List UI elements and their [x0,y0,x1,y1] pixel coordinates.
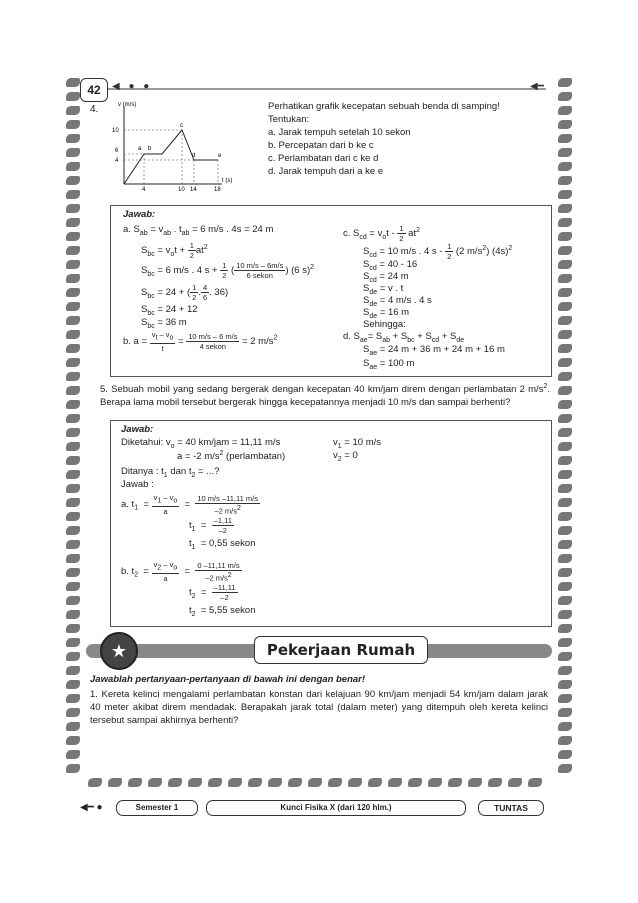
question-4-task [268,100,500,178]
footer [80,800,550,816]
question-number: 4. [90,104,99,115]
arrow-left-icon: ◀━ ● [80,802,103,813]
point-label: b [148,146,152,152]
x-tick: 4 [142,187,146,193]
decorative-border-right [558,78,572,776]
task-item: a. Jarak tempuh setelah 10 sekon [268,127,411,138]
x-tick: 18 [214,187,221,193]
answer-line: $S_{de} = 16$ m [363,307,410,320]
question-5: 5. Sebuah mobil yang sedang bergerak dengan kecepatan 40 km/jam direm dengan perlambatan 2 $m/s^2$. Berapa lama mobil tersebut bergerak hingga kecepatannya menjadi 10 m/s dan sampai berhenti? [100,383,550,409]
answer-line: $v_1 = 10$ m/s [333,437,381,450]
answer-line: $S_{cd} = 24$ m [363,271,409,284]
footer-brand: TUNTAS [478,800,544,816]
answer-line: $S_{bc} = 6$ m/s . 4 s + $\frac{1}{2}$ ( $\frac{10 m/s - 6m/s}{\text{6 sekon}}$ ) (6 s)$^2$ [141,261,315,280]
footer-semester: Semester 1 [116,800,198,816]
answer-line: Diketahui: $v_o = 40$ km/jam = 11,11 m/s [121,437,281,450]
answer-line: $t_1$ = $\frac{-1,11}{-2}$ [189,516,232,535]
answer-line: Ditanya : $t_1$ dan $t_2$ = ...? [121,466,220,479]
answer-line: c. $S_{cd} = v_ot$ - $\frac{1}{2}$ $at^2$ [343,224,420,243]
answer-line: $t_1 = 0,55$ sekon [189,538,256,551]
y-tick: 4 [115,158,119,164]
x-axis-label: t (s) [222,178,233,184]
answer-line: $S_{bc} = 36$ m [141,317,187,330]
homework-question-1: 1. Kereta kelinci mengalami perlambatan konstan dari kelajuan 90 km/jam menjadi 54 km/jam dalam jarak 40 meter akibat direm mendadak. Berapakah jarak total (dalam meter) yang ditempuh oleh kereta kelinci tersebut sampai akhirnya berhenti? [90,689,548,726]
y-tick: 6 [115,148,119,154]
answer-line: $S_{ae} = 24$ m + 36 m + 24 m + 16 m [363,344,505,357]
answer-line: a. $t_1$ = $\frac{v_1 - v_o}{a}$ = $\frac{10 m/s -11,11 m/s}{-2 m/s^2}$ [121,493,258,516]
task-intro: Perhatikan grafik kecepatan sebuah benda di samping! [268,101,500,112]
velocity-time-graph [110,100,233,193]
section-banner [86,632,552,670]
y-axis-label: v (m/s) [118,102,137,108]
decorative-border-left [66,78,80,776]
page-number: 42 [80,78,108,102]
answer-line: $S_{ae} = 100$ m [363,358,415,371]
section-title: Pekerjaan Rumah [254,636,428,664]
graph-line [124,130,218,184]
answer-box-4 [110,205,552,377]
footer-book-title: Kunci Fisika X (dari 120 hlm.) [206,800,466,816]
answer-line: $S_{cd} = 40 - 16$ [363,259,418,272]
answer-line: d. $S_{ae}= S_{ab} + S_{bc} + S_{cd} + S_{de}$ [343,331,465,344]
answer-heading: Jawab: [121,424,154,435]
homework-intro: Jawablah pertanyaan-pertanyaan di bawah ini dengan benar! [90,674,366,685]
answer-heading: Jawab: [123,209,156,220]
answer-line: b. $t_2$ = $\frac{v_2 - v_o}{a}$ = $\frac{0 -11,11 m/s}{-2 m/s^2}$ [121,560,240,583]
answer-line: $S_{cd} = 10$ m/s . 4 s - $\frac{1}{2}$ (2 $m/s^2$) $(4s)^2$ [363,242,513,261]
point-label: e [218,153,222,159]
answer-line: $S_{bc} = 24 + 12$ [141,304,198,317]
answer-line: $v_2 = 0$ [333,450,358,463]
arrow-right-icon: ◀━ [530,81,544,92]
answer-line: $S_{bc} = 24$ + ( $\frac{1}{2}$ . $\frac{4}{6}$ . 36) [141,283,229,302]
answer-box-5 [110,420,552,627]
point-label: d [192,153,196,159]
y-tick: 10 [112,128,119,134]
answer-line: a. $S_{ab} = v_{ab}$ . $t_{ab} = 6$ m/s . 4s = 24 m [123,224,274,237]
decorative-border-bottom [88,778,552,788]
point-label: c [180,123,183,129]
answer-line: $S_{bc} = v_ot$ + $\frac{1}{2}$ $at^2$ [141,241,208,260]
task-item: b. Percepatan dari b ke c [268,140,374,151]
x-tick: 14 [190,187,197,193]
answer-line: $S_{de} = v$ . t [363,283,404,296]
answer-line: a = -2 $m/s^2$ (perlambatan) [177,450,286,463]
answer-line: $t_2$ = $\frac{-11,11}{-2}$ [189,583,236,602]
answer-line: $S_{de} = 4$ m/s . 4 s [363,295,432,308]
top-rule [98,88,546,90]
task-item: d. Jarak tempuh dari a ke e [268,166,384,177]
answer-line: Jawab : [121,479,154,490]
x-tick: 10 [178,187,185,193]
answer-line: Sehingga: [363,319,406,330]
task-item: c. Perlambatan dari c ke d [268,153,379,164]
point-label: a [138,146,142,152]
answer-line: $t_2 = 5,55$ sekon [189,605,256,618]
answer-line: b. a = $\frac{v_t - v_o}{t}$ = $\frac{10 m/s - 6 m/s}{\text{4 sekon}}$ = 2 $m/s^2$ [123,330,278,353]
star-icon: ★ [100,632,138,670]
task-tentukan: Tentukan: [268,114,310,125]
arrow-left-icon: ◀ ● ● [112,81,153,92]
